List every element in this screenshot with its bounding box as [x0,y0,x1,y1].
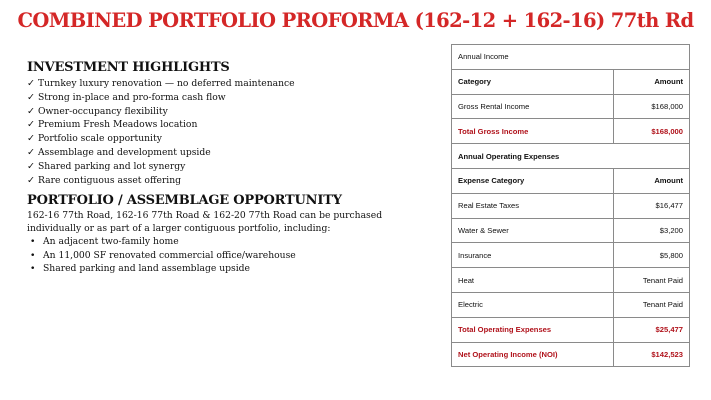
column-header-expense-category: Expense Category [452,168,614,193]
annual-income-section: Annual Income [452,45,690,70]
row-label: Real Estate Taxes [452,193,614,218]
list-item [30,249,427,263]
list-item [27,118,427,132]
investment-highlights-heading: INVESTMENT HIGHLIGHTS [27,60,230,75]
row-amount: Tenant Paid [613,292,689,317]
table-row [452,292,690,317]
row-amount: $16,477 [613,193,689,218]
list-item [27,174,427,188]
list-item [30,235,427,249]
total-expenses-label: Total Operating Expenses [452,317,614,342]
list-item [30,262,427,276]
highlight-text: Portfolio scale opportunity [38,133,162,145]
table-row [452,193,690,218]
highlights-list [27,77,427,187]
highlight-text: Rare contiguous asset offering [38,174,182,186]
highlight-text: Shared parking and lot synergy [38,160,186,172]
operating-expenses-section: Annual Operating Expenses [452,144,690,169]
left-column [27,60,427,276]
row-amount: $168,000 [613,94,689,119]
table-row [452,268,690,293]
table-row [452,342,690,367]
total-gross-amount: $168,000 [613,119,689,144]
check-icon: ✓ [27,91,35,103]
list-item [27,146,427,160]
list-item [27,160,427,174]
check-icon: ✓ [27,146,35,158]
total-expenses-amount: $25,477 [613,317,689,342]
list-item [27,105,427,119]
table-row [452,317,690,342]
bullet-text: An adjacent two-family home [43,236,179,248]
row-label: Heat [452,268,614,293]
total-gross-label: Total Gross Income [452,119,614,144]
column-header-amount: Amount [613,168,689,193]
check-icon: ✓ [27,160,35,172]
highlight-text: Owner-occupancy flexibility [38,105,168,117]
table-row [452,45,690,70]
check-icon: ✓ [27,174,35,186]
opportunity-line-1: 162-16 77th Road, 162-16 77th Road & 162-20 77th Road can be purchased [27,210,383,222]
column-header-category: Category [452,69,614,94]
row-label: Electric [452,292,614,317]
check-icon: ✓ [27,119,35,131]
page-title: COMBINED PORTFOLIO PROFORMA (162-12 + 162-16) 77th Rd [17,9,694,32]
check-icon: ✓ [27,133,35,145]
highlight-text: Strong in-place and pro-forma cash flow [38,91,226,103]
check-icon: ✓ [27,78,35,89]
table-row [452,119,690,144]
row-amount: Tenant Paid [613,268,689,293]
noi-label: Net Operating Income (NOI) [452,342,614,367]
opportunity-paragraph [27,209,427,235]
row-label: Water & Sewer [452,218,614,243]
list-item [27,132,427,146]
table-row [452,168,690,193]
opportunity-line-2: individually or as part of a larger contiguous portfolio, including: [27,223,331,235]
table-row [452,69,690,94]
highlight-text: Assemblage and development upside [38,146,211,158]
table-row [452,144,690,169]
proforma-table [451,44,690,367]
row-amount: $5,800 [613,243,689,268]
assemblage-opportunity-heading: PORTFOLIO / ASSEMBLAGE OPPORTUNITY [27,193,342,209]
highlight-text: Premium Fresh Meadows location [38,119,198,131]
bullet-text: Shared parking and land assemblage upside [43,263,250,275]
highlight-text: Turnkey luxury renovation — no deferred maintenance [38,78,295,89]
table-row [452,243,690,268]
row-amount: $3,200 [613,218,689,243]
noi-amount: $142,523 [613,342,689,367]
row-label: Insurance [452,243,614,268]
list-item [27,91,427,105]
list-item [27,77,427,91]
row-label: Gross Rental Income [452,94,614,119]
column-header-amount: Amount [613,69,689,94]
opportunity-bullets [27,235,427,276]
bullet-text: An 11,000 SF renovated commercial office/warehouse [43,249,296,261]
bullet-icon: • [30,236,36,248]
check-icon: ✓ [27,105,35,117]
table-row [452,218,690,243]
bullet-icon: • [30,249,36,261]
table-row [452,94,690,119]
bullet-icon: • [30,263,36,275]
